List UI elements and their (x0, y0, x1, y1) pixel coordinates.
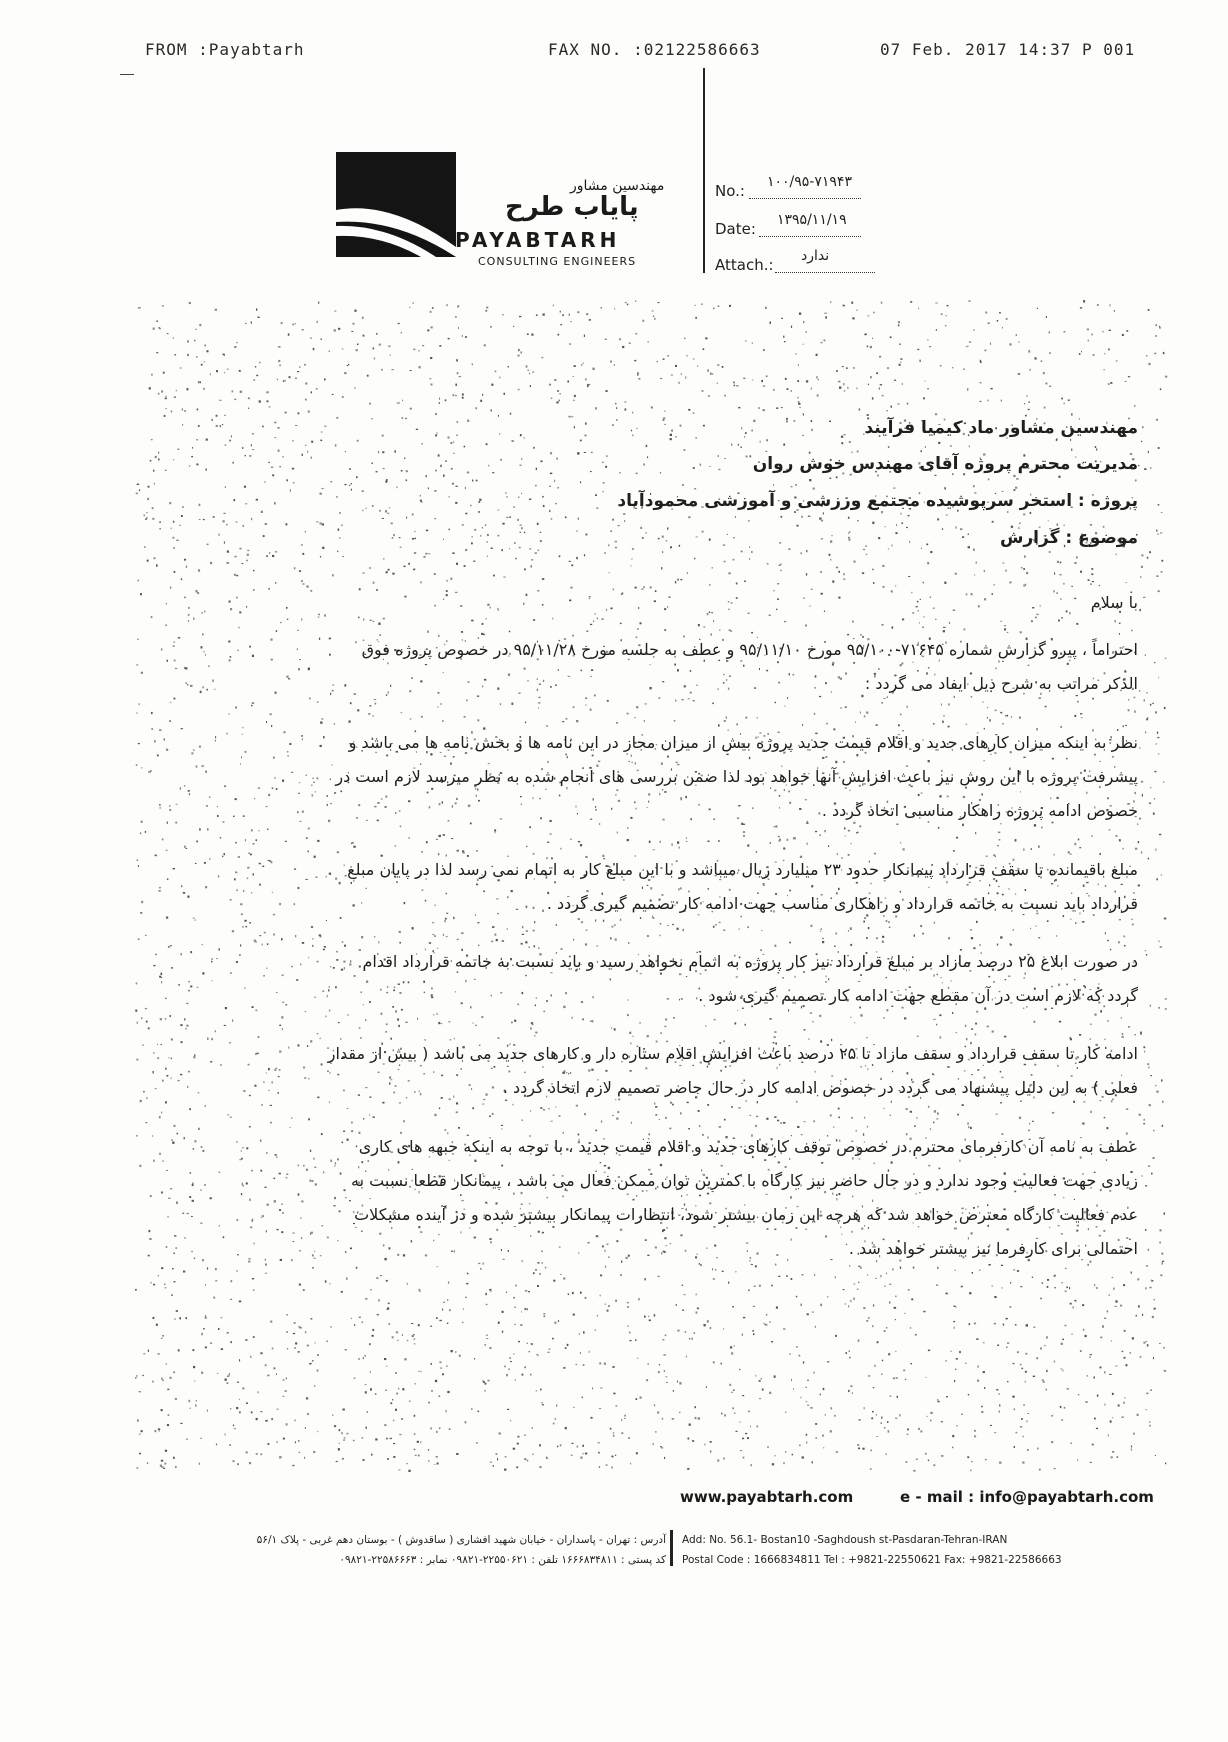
paragraph-2-line-1: نظر به اینکه میزان کارهای جدید و اقلام قیمت جدید پروژه بیش از میزان مجاز در این نامه ها و بخش نامه ها می باشد و (348, 733, 1138, 752)
paragraph-4-line-2: گردد که لازم است در آن مقطع جهت ادامه کار تصمیم گیری شود . (698, 986, 1138, 1005)
paragraph-6-line-3: عدم فعالیت کارگاه معترض خواهد شد که هرچه این زمان بیشتر شود، انتظارات پیمانکار بیشتر شده و در آینده مشکلات (354, 1205, 1138, 1224)
company-name-en: PAYABTARH (455, 228, 621, 252)
footer-postal-fa: کد پستی : ۱۶۶۶۸۳۴۸۱۱ تلفن : ۲۲۵۵۰۶۲۱-۰۹۸۲۱ نمابر : ۲۲۵۸۶۶۶۳-۰۹۸۲۱ (339, 1554, 666, 1566)
fax-date-time: 07 Feb. 2017 14:37 P 001 (880, 40, 1136, 59)
paragraph-2-line-3: خصوص ادامه پروژه راهکار مناسبی اتخاذ گردد . (821, 801, 1138, 820)
paragraph-4-line-1: در صورت ابلاغ ۲۵ درصد مازاد بر مبلغ قرارداد نیز کار پروژه به اتمام نخواهد رسید و باید نسبت به خاتمه قرارداد اقدام (362, 952, 1138, 971)
fax-transmission-header (0, 40, 1228, 70)
footer-postal-en: Postal Code : 1666834811 Tel : +9821-22550621 Fax: +9821-22586663 (682, 1554, 1062, 1566)
footer-email: e - mail : info@payabtarh.com (900, 1488, 1154, 1506)
letter-attach-label: Attach.: (715, 256, 774, 274)
fax-number: FAX NO. :02122586663 (548, 40, 761, 59)
letter-date-value: ۱۳۹۵/۱۱/۱۹ (777, 212, 847, 228)
paragraph-1-line-1: احتراماً ، پیرو گزارش شماره ۷۱۶۴۵-۹۵/۱۰۰ مورخ ۹۵/۱۱/۱۰ و عطف به جلسه مورخ ۹۵/۱۱/۲۸ در خصوص پروژه فوق (361, 640, 1138, 659)
letter-number-label: No.: (715, 182, 745, 200)
project-line: پروژه : استخر سرپوشیده مجتمع ورزشی و آموزشی محمودآباد (617, 491, 1138, 511)
paragraph-5-line-1: ادامه کار تا سقف قرارداد و سقف مازاد تا ۲۵ درصد باعث افزایش اقلام ستاره دار و کارهای جدید می باشد ( بیش از مقدار (327, 1044, 1138, 1063)
header-divider (703, 68, 705, 273)
company-name-fa: پایاب طرح (505, 192, 639, 222)
paragraph-2-line-2: پیشرفت پروژه با این روش نیز باعث افزایش آنها خواهد بود لذا ضمن بررسی های انجام شده به نظر میرسد لازم است در (335, 767, 1138, 786)
footer-website: www.payabtarh.com (680, 1488, 854, 1506)
company-name-fa-small: مهندسین مشاور (570, 178, 665, 194)
letter-attach-value: ندارد (801, 248, 830, 264)
paragraph-3-line-1: مبلغ باقیمانده تا سقف قرارداد پیمانکار حدود ۲۳ میلیارد ریال میباشد و با این مبلغ کار به اتمام نمی رسد لذا در پایان مبلغ (347, 860, 1138, 879)
paragraph-6-line-2: زیادی جهت فعالیت وجود ندارد و در حال حاضر نیز کارگاه با کمترین توان ممکن فعال می باشد ، پیمانکار قطعا نسبت به (351, 1171, 1138, 1190)
greeting: با سلام (1090, 593, 1138, 612)
recipient: مهندسین مشاور ماد کیمیا فرآیند (864, 418, 1138, 438)
paragraph-1-line-2: الذکر مراتب به شرح ذیل ایفاد می گردد : (864, 674, 1138, 693)
letter-number-value: ۱۰۰/۹۵-۷۱۹۴۳ (767, 174, 852, 190)
paragraph-5-line-2: فعلی ) به این دلیل پیشنهاد می گردد در خصوص ادامه کار در حال حاضر تصمیم لازم اتخاذ گردد . (502, 1078, 1138, 1097)
company-subtitle: CONSULTING ENGINEERS (478, 255, 637, 268)
paragraph-6-line-1: عطف به نامه آن کارفرمای محترم در خصوص توقف کارهای جدید و اقلام قیمت جدید ، با توجه به اینکه جبهه های کاری (358, 1137, 1138, 1156)
footer-address-en: Add: No. 56.1- Bostan10 -Saghdoush st-Pasdaran-Tehran-IRAN (682, 1534, 1008, 1546)
fax-from: FROM :Payabtarh (145, 40, 305, 59)
letter-date-label: Date: (715, 220, 756, 238)
footer-address-fa: آدرس : تهران - پاسداران - خیابان شهید افشاری ( ساقدوش ) - بوستان دهم غربی - پلاک ۵۶/۱ (256, 1534, 666, 1546)
subject-line: موضوع : گزارش (999, 528, 1138, 548)
margin-tick (120, 74, 134, 75)
attention-line: مدیریت محترم پروژه آقای مهندس خوش روان (752, 454, 1138, 474)
company-logo-icon (336, 152, 456, 257)
paragraph-6-line-4: احتمالی برای کارفرما نیز بیشتر خواهد شد . (848, 1239, 1138, 1258)
footer-divider (670, 1530, 673, 1566)
paragraph-3-line-2: قرارداد باید نسبت به خاتمه قرارداد و راهکاری مناسب جهت ادامه کار تصمیم گیری گردد . (546, 894, 1138, 913)
